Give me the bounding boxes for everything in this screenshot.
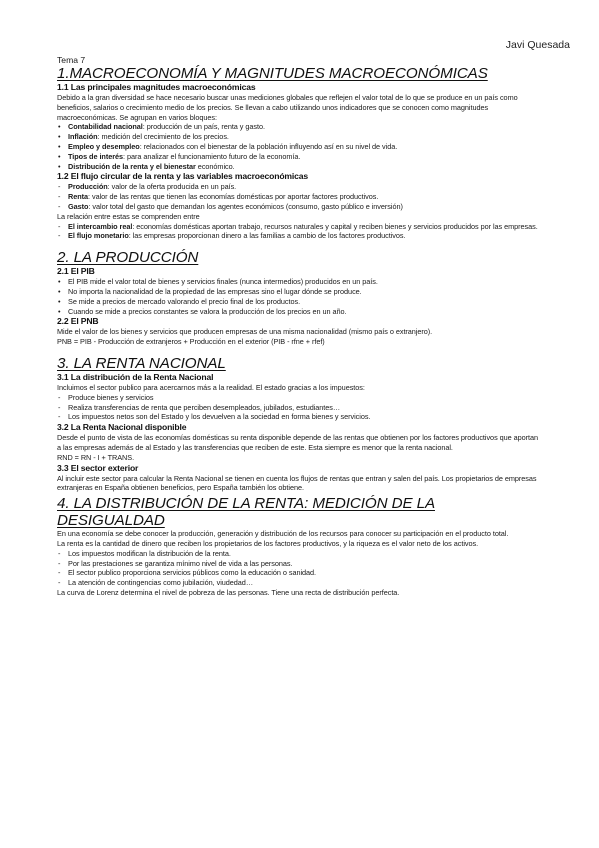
subsection-1-2-title: 1.2 El flujo circular de la renta y las variables macroeconómicas [57, 171, 309, 182]
list-item: - El sector publico proporciona servicios públicos como la educación o sanidad. [57, 568, 543, 578]
list-item: • Contabilidad nacional: producción de un país, renta y gasto. [57, 122, 543, 132]
list-item: • Tipos de interés: para analizar el funcionamiento futuro de la economía. [57, 152, 543, 162]
list-item: - Gasto: valor total del gasto que demandan los agentes económicos (consumo, gasto público e inversión) [57, 202, 543, 212]
list-item: - La atención de contingencias como jubilación, viudedad… [57, 578, 543, 588]
list-item: - Produce bienes y servicios [57, 393, 543, 403]
subsection-2-1-title: 2.1 El PIB [57, 266, 95, 277]
topic-number: Tema 7 [57, 55, 86, 65]
list-item: • Empleo y desempleo: relacionados con el bienestar de la población influyendo así en su nivel de vida. [57, 142, 543, 152]
paragraph: Desde el punto de vista de las economías domésticas su renta disponible depende de las rentas que obtienen por los factores productivos que aportan a las empresas además de al Estado y las transferencias que reciben de este. Esta siempre es menor que la renta nacional. [57, 433, 539, 452]
author-name: Javi Quesada [505, 39, 570, 51]
paragraph: La renta es la cantidad de dinero que reciben los propietarios de los factores productivos, y la riqueza es el valor neto de los activos. [57, 538, 479, 548]
section-1-title: 1.MACROECONOMÍA Y MAGNITUDES MACROECONÓMICAS [57, 65, 488, 82]
list-item: • Distribución de la renta y el bienestar económico. [57, 162, 543, 172]
list-item: • El PIB mide el valor total de bienes y servicios finales (nunca intermedios) producidos en un país. [57, 277, 543, 287]
document-body [57, 55, 543, 598]
paragraph: La relación entre estas se comprenden entre [57, 211, 200, 221]
section-3-title: 3. LA RENTA NACIONAL [57, 354, 226, 372]
list-item: - El intercambio real: economías domésticas aportan trabajo, recursos naturales y capital y reciben bienes y servicios producidos por las empresas. [57, 222, 543, 232]
list-item: - Los impuestos netos son del Estado y los devuelven a la sociedad en forma bienes y servicios. [57, 412, 543, 422]
formula: RND = RN - I + TRANS. [57, 452, 135, 462]
paragraph: La curva de Lorenz determina el nivel de pobreza de las personas. Tiene una recta de distribución perfecta. [57, 587, 400, 597]
list-item: • Inflación: medición del crecimiento de los precios. [57, 132, 543, 142]
list-item: • Cuando se mide a precios constantes se valora la producción de los precios en un año. [57, 307, 543, 317]
subsection-1-1-title: 1.1 Las principales magnitudes macroeconómicas [57, 82, 256, 92]
list-item: - Por las prestaciones se garantiza mínimo nivel de vida a las personas. [57, 559, 543, 569]
list-item: - Realiza transferencias de renta que perciben desempleados, jubilados, estudiantes… [57, 403, 543, 413]
subsection-3-3-title: 3.3 El sector exterior [57, 462, 139, 473]
list-item: • Se mide a precios de mercado valorando el precio final de los productos. [57, 297, 543, 307]
dash-list [57, 549, 543, 588]
subsection-3-2-title: 3.2 La Renta Nacional disponible [57, 422, 187, 433]
paragraph: Debido a la gran diversidad se hace necesario buscar unas mediciones globales que reflejen el valor total de lo que se produce en un país como beneficios, salarios o crecimiento medio de los precios. Se llevan a cabo utilizando unos indicadores que se conocen como magnitudes macroeconómicas. Se agrupan en varios bloques: [57, 93, 518, 122]
subsection-2-2-title: 2.2 El PNB [57, 316, 99, 327]
dash-list [57, 393, 543, 422]
list-item: - El flujo monetario: las empresas proporcionan dinero a las familias a cambio de los factores productivos. [57, 231, 543, 241]
list-item: - Los impuestos modifican la distribución de la renta. [57, 549, 543, 559]
list-item: • No importa la nacionalidad de la propiedad de las empresas sino el lugar dónde se produce. [57, 287, 543, 297]
paragraph: Mide el valor de los bienes y servicios que producen empresas de una misma nacionalidad (mismo país o extranjero). [57, 327, 433, 337]
section-4-title: 4. LA DISTRIBUCIÓN DE LA RENTA: MEDICIÓN DE LA DESIGUALDAD [57, 495, 435, 530]
bullet-list [57, 122, 543, 171]
subsection-3-1-title: 3.1 La distribución de la Renta Nacional [57, 371, 214, 382]
paragraph: Incluimos el sector publico para acercarnos más a la realidad. El estado gracias a los impuestos: [57, 382, 365, 392]
bullet-list [57, 277, 543, 316]
list-item: - Producción: valor de la oferta producida en un país. [57, 182, 543, 192]
dash-list [57, 182, 543, 211]
formula: PNB = PIB - Producción de extranjeros + Producción en el exterior (PIB - rfne + rfef) [57, 337, 325, 347]
paragraph: Al incluir este sector para calcular la Renta Nacional se tienen en cuenta los flujos de rentas que entran y salen del país. Los propietarios de empresas extranjeras en España obtienen beneficios, pero España también los obtiene. [57, 473, 537, 493]
section-2-title: 2. LA PRODUCCIÓN [57, 249, 199, 267]
dash-list [57, 222, 543, 242]
list-item: - Renta: valor de las rentas que tienen las economías domésticas por aportar factores productivos. [57, 192, 543, 202]
paragraph: En una economía se debe conocer la producción, generación y distribución de los recursos para conocer su participación en el producto total. [57, 529, 509, 539]
